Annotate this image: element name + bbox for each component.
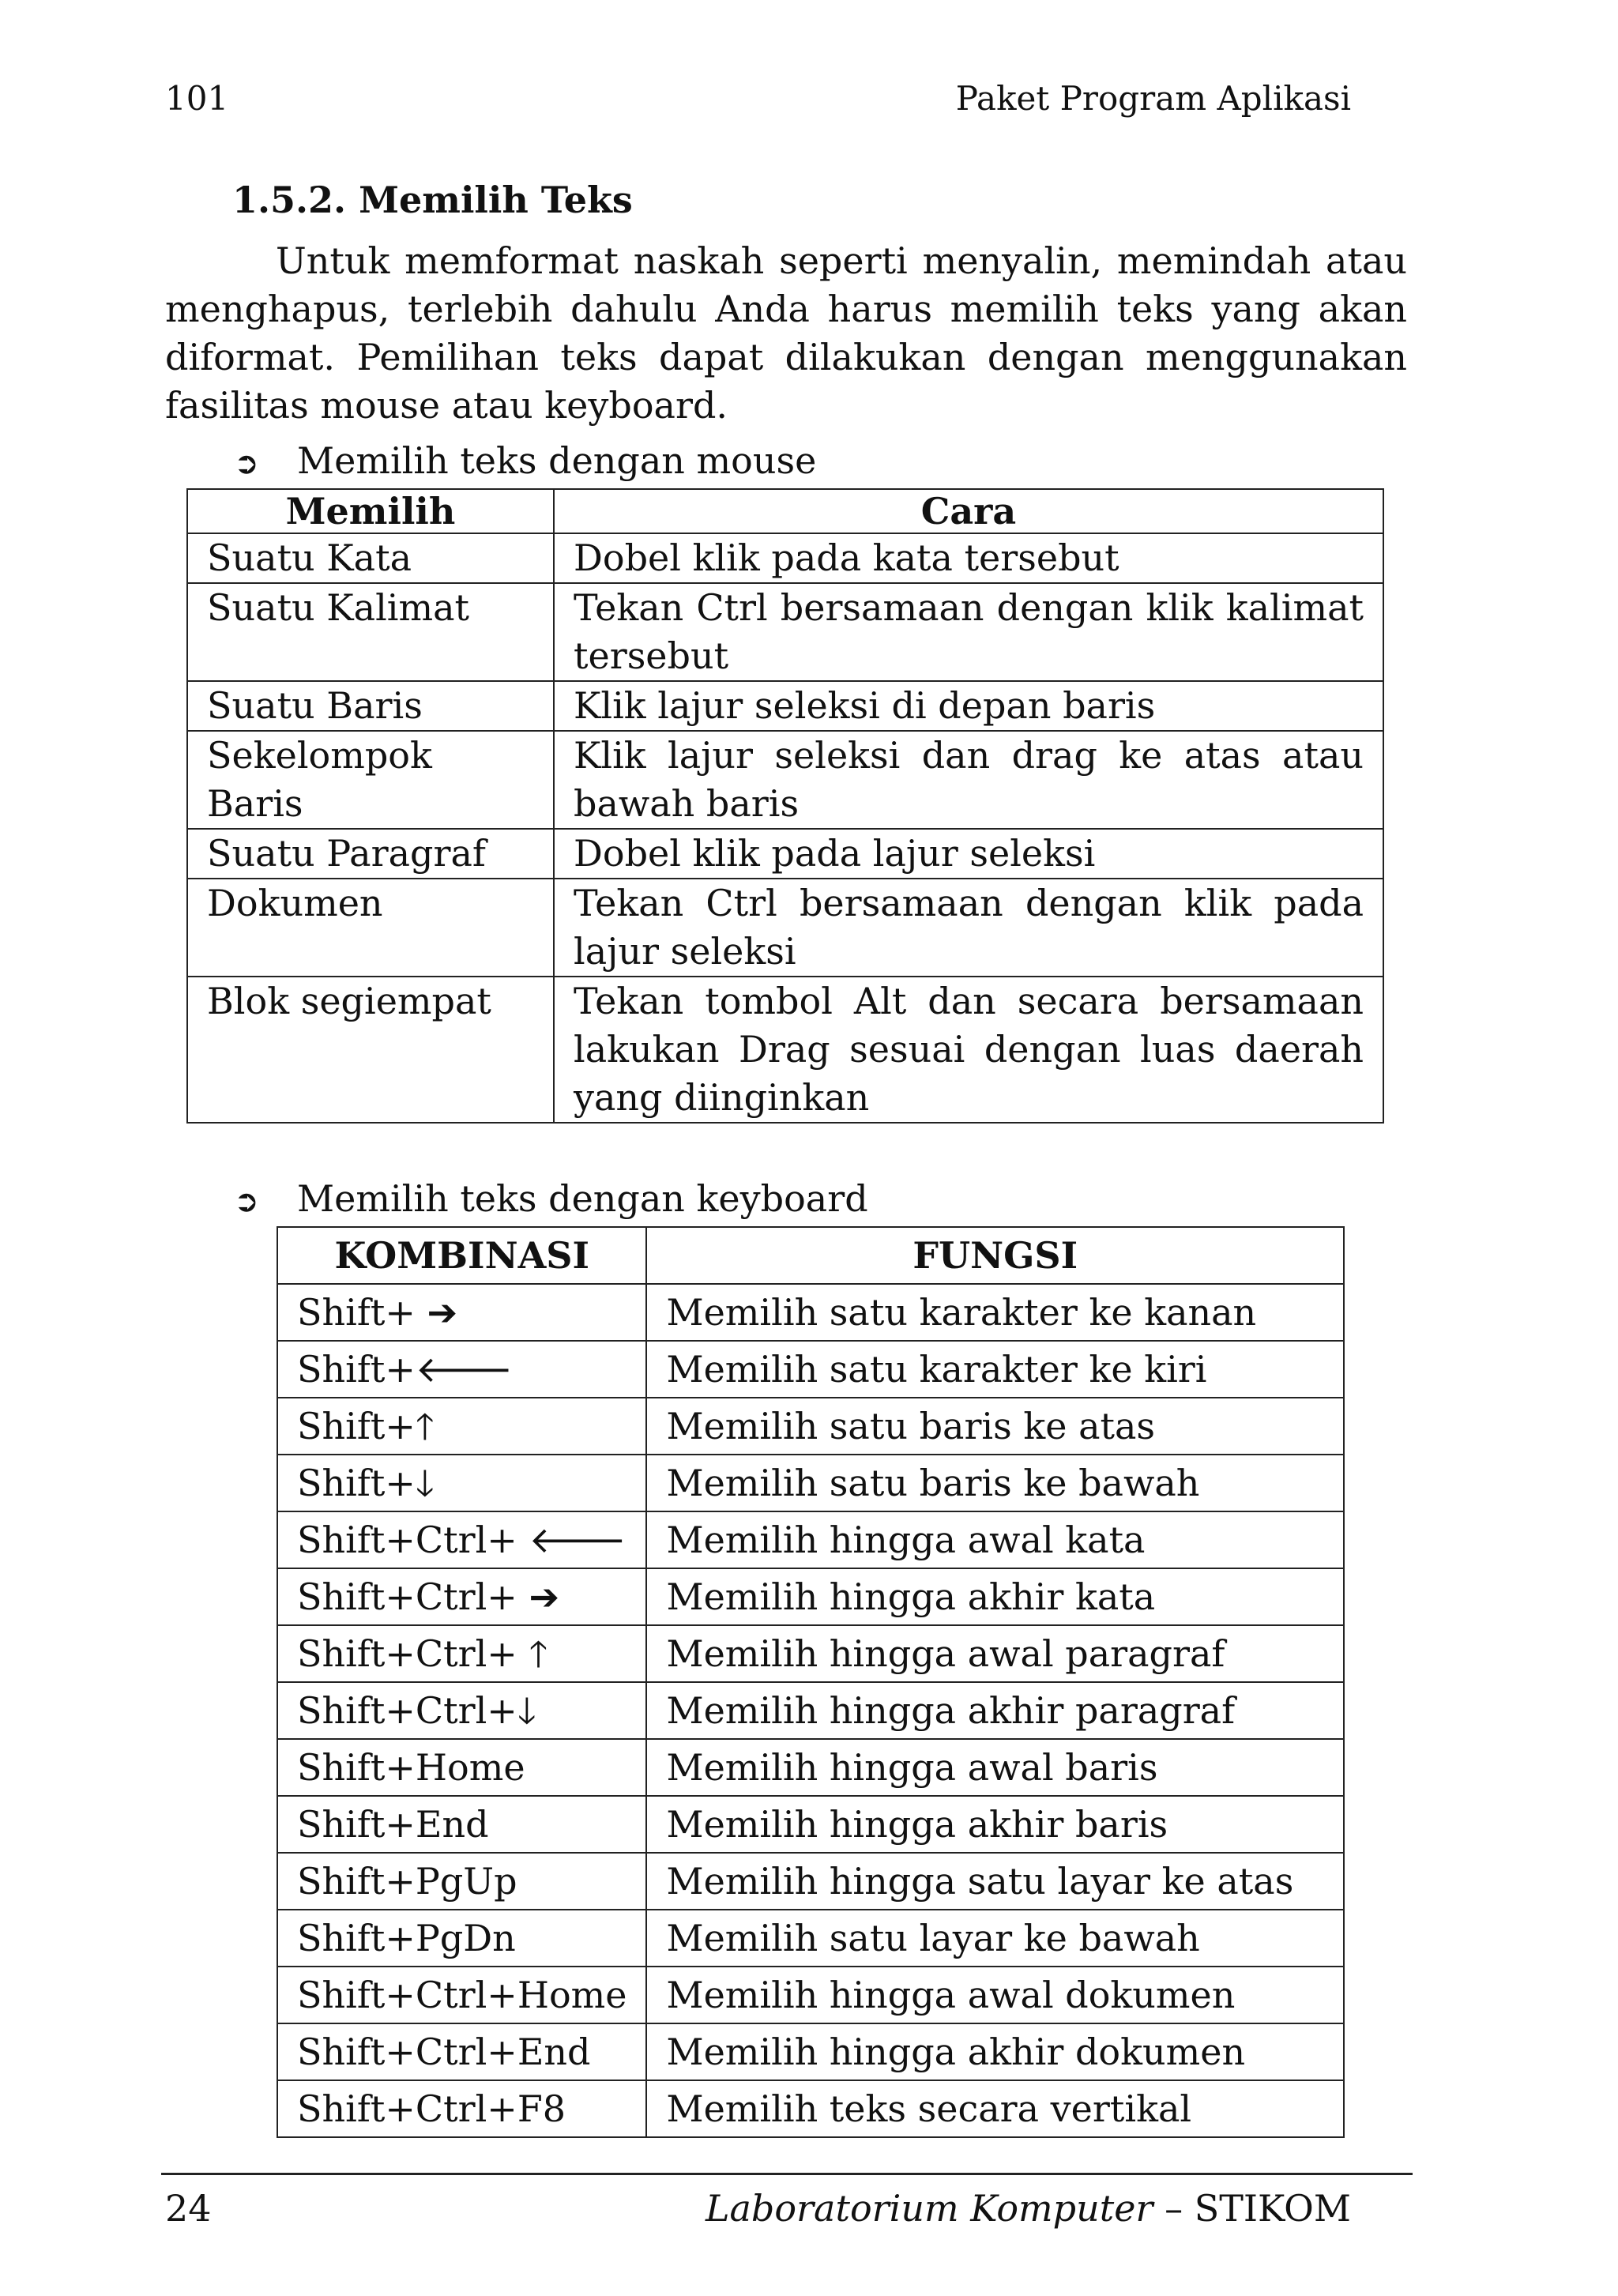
method-cell: Klik lajur seleksi di depan baris — [554, 681, 1383, 731]
mouse-table-header-cara: Cara — [554, 489, 1383, 533]
mouse-table-header — [187, 489, 1383, 533]
mouse-table-row — [187, 583, 1383, 681]
key-combination-cell: Shift+🡐 — [277, 1341, 646, 1398]
function-cell: Memilih hingga akhir paragraf — [646, 1682, 1344, 1739]
method-cell: Klik lajur seleksi dan drag ke atas atau bawah baris — [554, 731, 1383, 829]
header-book-title: Paket Program Aplikasi — [955, 79, 1351, 118]
keyboard-table-header — [277, 1227, 1344, 1284]
selection-target-cell: Suatu Baris — [187, 681, 554, 731]
selection-target-cell: Dokumen — [187, 879, 554, 977]
bullet-keyboard-label: Memilih teks dengan keyboard — [297, 1177, 868, 1220]
keyboard-table-row — [277, 1455, 1344, 1511]
method-cell: Tekan Ctrl bersamaan dengan klik kalimat tersebut — [554, 583, 1383, 681]
key-combination-cell: Shift+Home — [277, 1739, 646, 1796]
method-cell: Tekan tombol Alt dan secara bersamaan lakukan Drag sesuai dengan luas daerah yang diinginkan — [554, 977, 1383, 1123]
selection-target-cell: Suatu Kata — [187, 533, 554, 583]
keyboard-table-row — [277, 1341, 1344, 1398]
footer-dash: – — [1165, 2187, 1183, 2230]
keyboard-table-header-fungsi: FUNGSI — [646, 1227, 1344, 1284]
selection-target-cell: Sekelompok Baris — [187, 731, 554, 829]
footer-divider — [161, 2173, 1413, 2175]
arrow-right-circle-icon: ➲ — [234, 1184, 259, 1218]
key-combination-cell: Shift+Ctrl+ 🡑 — [277, 1625, 646, 1682]
function-cell: Memilih hingga akhir kata — [646, 1568, 1344, 1625]
method-cell: Dobel klik pada lajur seleksi — [554, 829, 1383, 879]
bullet-keyboard — [234, 1177, 868, 1220]
bullet-mouse — [234, 439, 816, 482]
keyboard-table-row — [277, 1682, 1344, 1739]
key-combination-cell: Shift+🡑 — [277, 1398, 646, 1455]
key-combination-cell: Shift+PgUp — [277, 1853, 646, 1910]
key-combination-cell: Shift+Ctrl+Home — [277, 1967, 646, 2023]
footer-institution: STIKOM — [1194, 2187, 1351, 2230]
function-cell: Memilih hingga akhir baris — [646, 1796, 1344, 1853]
function-cell: Memilih hingga satu layar ke atas — [646, 1853, 1344, 1910]
intro-paragraph: Untuk memformat naskah seperti menyalin, memindah atau menghapus, terlebih dahulu Anda harus memilih teks yang akan diformat. Pemilihan teks dapat dilakukan dengan menggunakan fasilitas mouse atau keyboard. — [165, 239, 1407, 427]
function-cell: Memilih satu karakter ke kiri — [646, 1341, 1344, 1398]
keyboard-table-row — [277, 1739, 1344, 1796]
key-combination-cell: Shift+ ➔ — [277, 1284, 646, 1341]
selection-target-cell: Suatu Paragraf — [187, 829, 554, 879]
key-combination-cell: Shift+Ctrl+ 🡐 — [277, 1511, 646, 1568]
function-cell: Memilih teks secara vertikal — [646, 2080, 1344, 2137]
function-cell: Memilih hingga awal kata — [646, 1511, 1344, 1568]
key-combination-cell: Shift+🡓 — [277, 1455, 646, 1511]
function-cell: Memilih hingga akhir dokumen — [646, 2023, 1344, 2080]
mouse-table-row — [187, 829, 1383, 879]
keyboard-table-row — [277, 1796, 1344, 1853]
mouse-table-row — [187, 731, 1383, 829]
function-cell: Memilih hingga awal baris — [646, 1739, 1344, 1796]
key-combination-cell: Shift+Ctrl+ ➔ — [277, 1568, 646, 1625]
keyboard-table-row — [277, 1398, 1344, 1455]
keyboard-table-row — [277, 1853, 1344, 1910]
section-title: 1.5.2. Memilih Teks — [232, 179, 633, 221]
keyboard-table-row — [277, 1910, 1344, 1967]
method-cell: Dobel klik pada kata tersebut — [554, 533, 1383, 583]
mouse-table-row — [187, 533, 1383, 583]
key-combination-cell: Shift+Ctrl+End — [277, 2023, 646, 2080]
header-page-number: 101 — [165, 79, 229, 118]
key-combination-cell: Shift+End — [277, 1796, 646, 1853]
selection-target-cell: Suatu Kalimat — [187, 583, 554, 681]
keyboard-table-row — [277, 2023, 1344, 2080]
keyboard-table-row — [277, 1625, 1344, 1682]
keyboard-table-header-kombinasi: KOMBINASI — [277, 1227, 646, 1284]
mouse-selection-table — [186, 488, 1384, 1124]
function-cell: Memilih hingga awal paragraf — [646, 1625, 1344, 1682]
function-cell: Memilih satu layar ke bawah — [646, 1910, 1344, 1967]
selection-target-cell: Blok segiempat — [187, 977, 554, 1123]
keyboard-selection-table — [277, 1226, 1345, 2138]
keyboard-table-row — [277, 1284, 1344, 1341]
key-combination-cell: Shift+Ctrl+F8 — [277, 2080, 646, 2137]
mouse-table-row — [187, 681, 1383, 731]
keyboard-table-row — [277, 1511, 1344, 1568]
footer-credit — [706, 2187, 1351, 2230]
bullet-mouse-label: Memilih teks dengan mouse — [297, 439, 817, 482]
mouse-table-header-memilih: Memilih — [187, 489, 554, 533]
footer-lab-name: Laboratorium Komputer — [705, 2187, 1153, 2230]
footer-page-number: 24 — [165, 2187, 212, 2230]
keyboard-table-row — [277, 1967, 1344, 2023]
key-combination-cell: Shift+Ctrl+🡓 — [277, 1682, 646, 1739]
method-cell: Tekan Ctrl bersamaan dengan klik pada lajur seleksi — [554, 879, 1383, 977]
function-cell: Memilih hingga awal dokumen — [646, 1967, 1344, 2023]
function-cell: Memilih satu karakter ke kanan — [646, 1284, 1344, 1341]
mouse-table-row — [187, 977, 1383, 1123]
mouse-table-row — [187, 879, 1383, 977]
function-cell: Memilih satu baris ke bawah — [646, 1455, 1344, 1511]
key-combination-cell: Shift+PgDn — [277, 1910, 646, 1967]
keyboard-table-row — [277, 2080, 1344, 2137]
function-cell: Memilih satu baris ke atas — [646, 1398, 1344, 1455]
arrow-right-circle-icon: ➲ — [234, 446, 259, 480]
keyboard-table-row — [277, 1568, 1344, 1625]
